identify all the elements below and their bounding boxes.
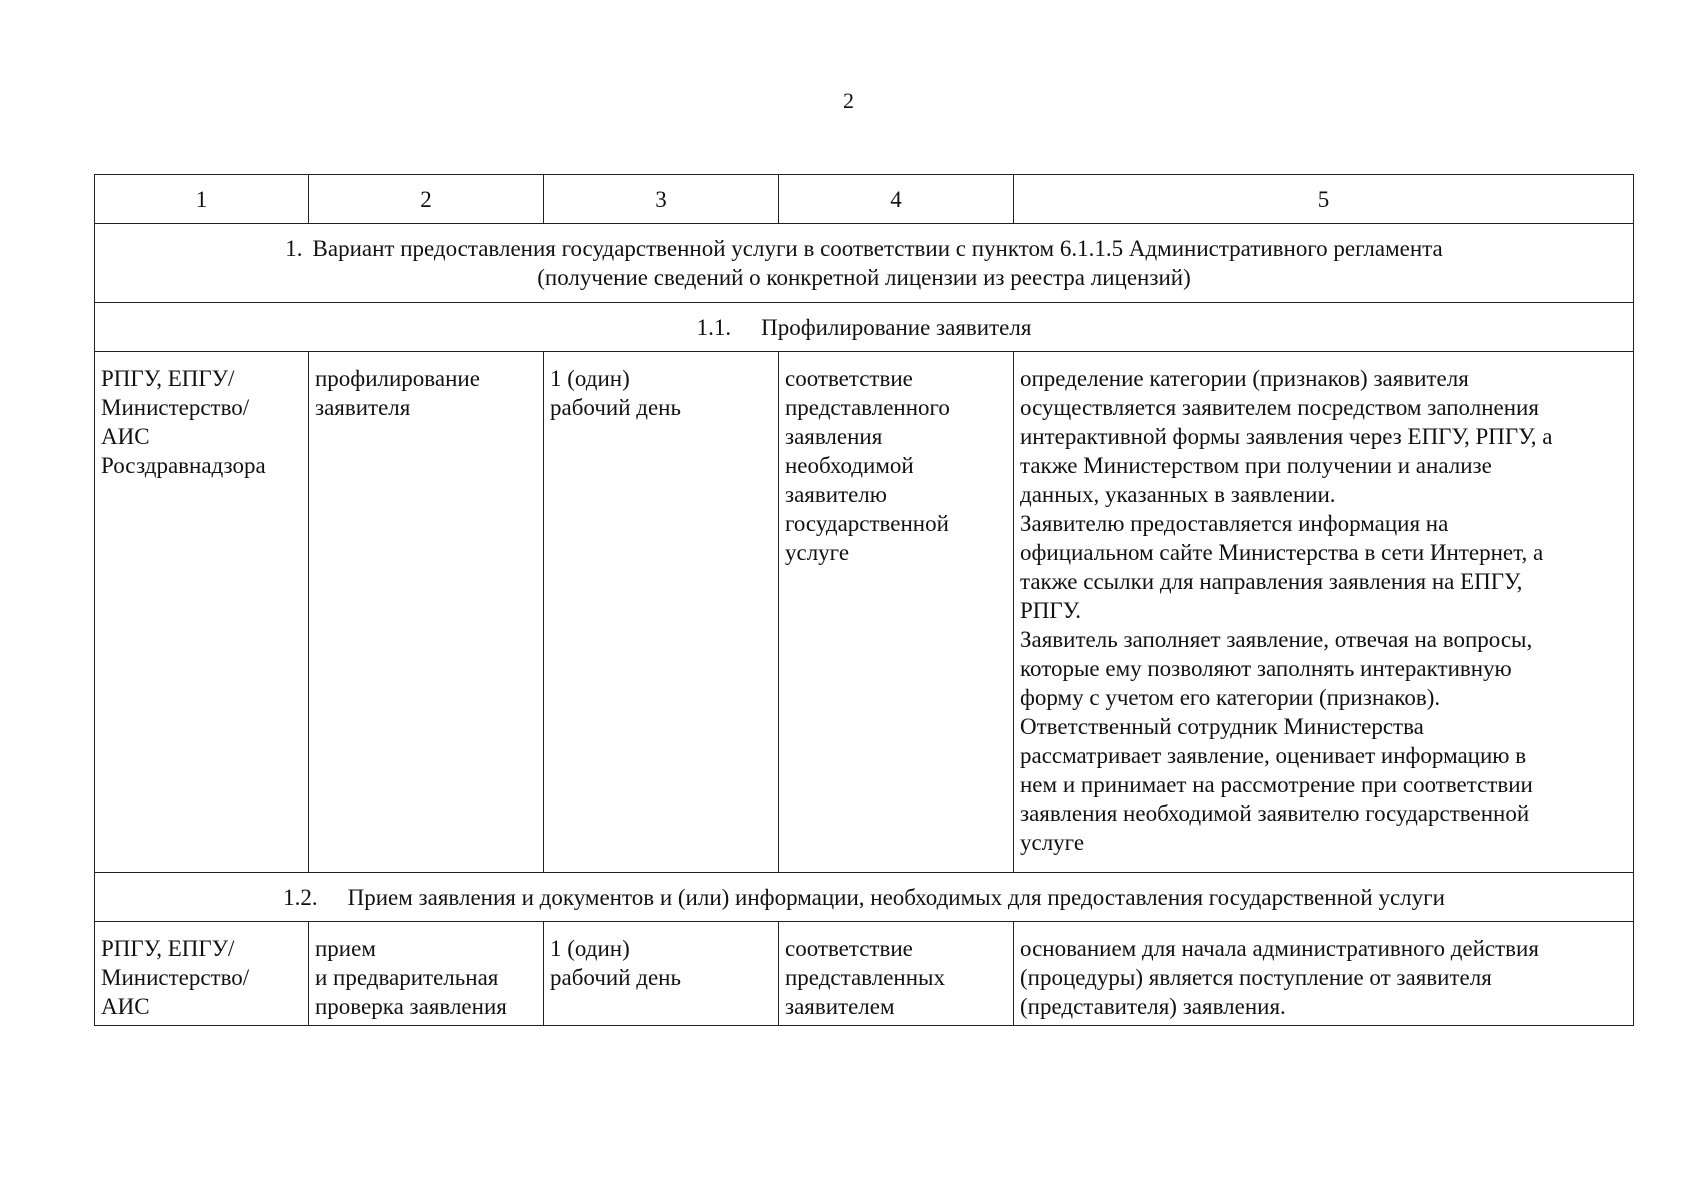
subsection-row-2: [95, 873, 1634, 922]
column-number-2: 2: [309, 175, 544, 224]
subsection-number-1: 1.1.: [696, 314, 732, 340]
column-number-3: 3: [544, 175, 779, 224]
section-subtitle: (получение сведений о конкретной лицензии из реестра лицензий): [537, 265, 1191, 290]
subsection-title-2: Прием заявления и документов и (или) информации, необходимых для предоставления государственной услуги: [347, 884, 1445, 910]
page-number: 2: [843, 88, 854, 113]
row1-action: профилирование заявителя: [309, 352, 544, 873]
procedure-table: [94, 174, 1634, 1026]
section-title-line1: [101, 234, 1627, 263]
column-number-1: 1: [95, 175, 309, 224]
table-row: [95, 922, 1634, 1026]
subsection-heading-2: [95, 873, 1634, 922]
table-row: [95, 352, 1634, 873]
row2-criteria: соответствие представленных заявителем: [779, 922, 1014, 1026]
row2-responsible: РПГУ, ЕПГУ/ Министерство/ АИС: [95, 922, 309, 1026]
column-number-5: 5: [1014, 175, 1634, 224]
row1-responsible: РПГУ, ЕПГУ/ Министерство/ АИС Росздравнадзора: [95, 352, 309, 873]
subsection-heading-1: [95, 303, 1634, 352]
section-number: 1.: [285, 236, 303, 261]
subsection-title-1: Профилирование заявителя: [761, 314, 1032, 340]
row2-description: основанием для начала административного действия (процедуры) является поступление от заявителя (представителя) заявления.: [1014, 922, 1634, 1026]
row1-description: определение категории (признаков) заявителя осуществляется заявителем посредством заполнения интерактивной формы заявления через ЕПГУ, РПГУ, а также Министерством при получении и анализе данных, указанных в заявлении. Заявителю предоставляется информация на официальном сайте Министерства в сети Интернет, а также ссылки для направления заявления на ЕПГУ, РПГУ. Заявитель заполняет заявление, отвечая на вопросы, которые ему позволяют заполнять интерактивную форму с учетом его категории (признаков). Ответственный сотрудник Министерства рассматривает заявление, оценивает информацию в нем и принимает на рассмотрение при соответствии заявления необходимой заявителю государственной услуге: [1014, 352, 1634, 873]
row1-criteria: соответствие представленного заявления необходимой заявителю государственной услуге: [779, 352, 1014, 873]
row1-deadline: 1 (один) рабочий день: [544, 352, 779, 873]
section-heading: [95, 224, 1634, 303]
row2-action: прием и предварительная проверка заявления: [309, 922, 544, 1026]
section-title: Вариант предоставления государственной услуги в соответствии с пунктом 6.1.1.5 Административного регламента: [312, 236, 1443, 261]
row2-deadline: 1 (один) рабочий день: [544, 922, 779, 1026]
subsection-number-2: 1.2.: [283, 884, 318, 910]
subsection-row-1: [95, 303, 1634, 352]
section-row: [95, 224, 1634, 303]
column-number-row: [95, 175, 1634, 224]
column-number-4: 4: [779, 175, 1014, 224]
